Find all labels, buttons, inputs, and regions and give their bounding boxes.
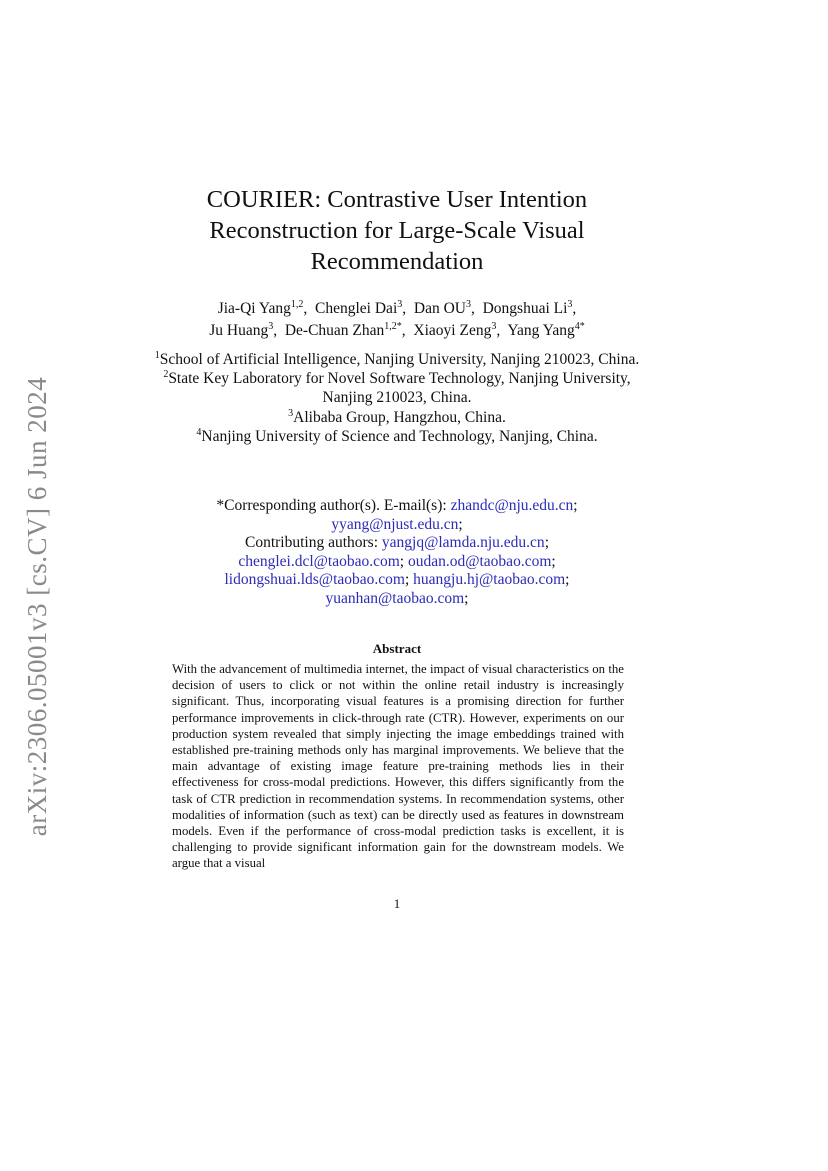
author: Chenglei Dai$^3$,	[315, 299, 407, 317]
author-affiliation-mark: 3	[397, 299, 403, 310]
email-link[interactable]: huangju.hj@taobao.com	[413, 571, 566, 589]
corresponding-line: *Corresponding author(s). E-mail(s): zhandc@nju.edu.cn;	[216, 497, 578, 514]
author-affiliation-mark: 3	[491, 321, 497, 332]
affiliation-text: Nanjing University of Science and Technology, Nanjing, China.	[201, 427, 598, 445]
abstract-heading: Abstract	[372, 641, 422, 656]
email-link[interactable]: yuanhan@taobao.com	[325, 589, 465, 607]
author: Ju Huang$^3$,	[209, 321, 278, 339]
contributing-label: Contributing authors:	[244, 534, 379, 552]
author: Jia-Qi Yang$^{1,2}$,	[217, 299, 308, 317]
email-link[interactable]: yyang@njust.edu.cn	[331, 515, 459, 533]
page-number: 1	[393, 896, 401, 911]
affiliation-mark: 4	[196, 426, 202, 438]
email-link[interactable]: yangjq@lamda.nju.edu.cn	[381, 534, 545, 552]
author-affiliation-mark: 3	[567, 299, 573, 310]
affiliation-text: School of Artificial Intelligence, Nanjing University, Nanjing 210023, China.	[159, 351, 640, 368]
affiliation-list	[150, 350, 644, 446]
affiliation-text: State Key Laboratory for Novel Software Technology, Nanjing University, Nanjing 210023, China.	[168, 370, 631, 407]
affiliation-mark: 1	[154, 350, 160, 361]
author-name: Jia-Qi Yang	[217, 300, 291, 317]
affiliation	[150, 350, 644, 369]
correspondence-block	[150, 497, 644, 609]
author	[507, 322, 584, 339]
author-name: Yang Yang	[507, 322, 575, 339]
author-name: Dan OU	[413, 300, 466, 317]
affiliation	[150, 408, 644, 427]
affiliation	[150, 369, 644, 407]
contributing-line: chenglei.dcl@taobao.com; oudan.od@taobao.com;	[238, 552, 556, 570]
author-name: Xiaoyi Zeng	[413, 322, 492, 339]
affiliation-mark: 3	[288, 407, 294, 419]
author: De-Chuan Zhan$^{1,2*}$,	[284, 321, 406, 339]
contributing-line: Contributing authors: yangjq@lamda.nju.edu.cn;	[244, 534, 549, 552]
author-name: De-Chuan Zhan	[284, 322, 385, 339]
affiliation	[150, 427, 644, 446]
arxiv-side-identifier	[18, 370, 58, 842]
author-affiliation-mark: 1,2*	[384, 321, 402, 332]
paper-title: COURIER: Contrastive User Intention Reconstruction for Large-Scale Visual Recommendation	[206, 186, 588, 275]
author-name: Dongshuai Li	[482, 300, 568, 317]
arxiv-identifier-text: arXiv:2306.05001v3 [cs.CV] 6 Jun 2024	[22, 376, 53, 836]
email-link[interactable]: chenglei.dcl@taobao.com	[238, 552, 400, 570]
abstract-text: With the advancement of multimedia internet, the impact of visual characteristics on the decision of users to click or not within the online retail industry is increasingly significant. Thus, incorporating visual features is a promising direction for further performance improvements in click-through rate (CTR). However, experiments on our production system revealed that simply injecting the image embeddings trained with established pre-training methods only has marginal improvements. We believe that the main advantage of existing image feature pre-training methods lies in their effectiveness for cross-modal predictions. However, this differs significantly from the task of CTR prediction in recommendation systems. In recommendation systems, other modalities of information (such as text) can be directly used as features in downstream models. Even if the performance of cross-modal prediction tasks is excellent, it is challenging to provide significant information gain for the downstream models. We argue that a visual	[172, 662, 624, 871]
author-list	[140, 298, 654, 342]
email-link[interactable]: oudan.od@taobao.com	[407, 552, 552, 570]
author: Dan $OU^3$,	[413, 299, 475, 317]
corresponding-line: yyang@njust.edu.cn;	[331, 515, 463, 533]
corresponding-label: *Corresponding author(s). E-mail(s):	[216, 497, 447, 514]
affiliation-text: Alibaba Group, Hangzhou, China.	[293, 408, 506, 426]
author-affiliation-mark: 1,2	[290, 299, 304, 310]
affiliation-mark: 2	[163, 369, 169, 381]
author-affiliation-mark: 4*	[574, 321, 585, 332]
author: Xiaoyi Zeng$^3$,	[413, 321, 501, 339]
contributing-line: lidongshuai.lds@taobao.com; huangju.hj@taobao.com;	[224, 571, 570, 589]
author-name: Chenglei Dai	[315, 300, 398, 317]
author-affiliation-mark: 3	[268, 321, 274, 332]
author-affiliation-mark: 3	[465, 299, 471, 310]
email-link[interactable]: lidongshuai.lds@taobao.com	[224, 571, 405, 589]
contributing-line: yuanhan@taobao.com;	[325, 589, 469, 607]
email-link[interactable]: zhandc@nju.edu.cn	[450, 497, 574, 514]
author-name: Ju Huang	[209, 322, 269, 339]
author: Dongshuai Li$^3$,	[482, 299, 577, 317]
